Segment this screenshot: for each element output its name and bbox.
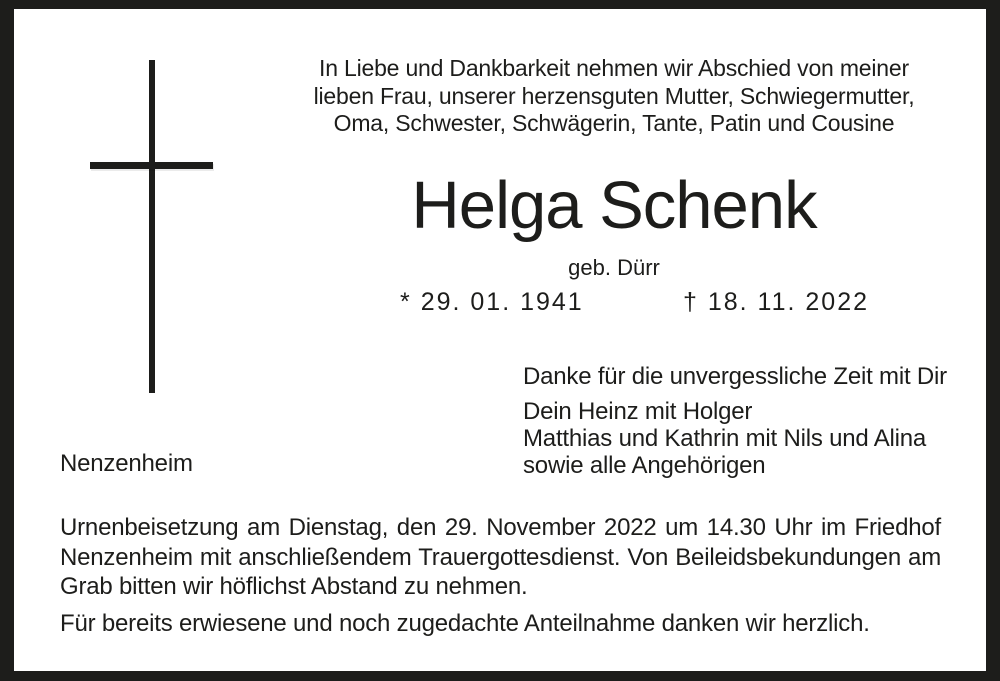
- mourner-line: sowie alle Angehörigen: [523, 452, 766, 479]
- cross-vertical-bar: [149, 60, 155, 393]
- mourner-line: Dein Heinz mit Holger: [523, 398, 753, 425]
- death-date-value: 18. 11. 2022: [707, 288, 870, 316]
- birth-date-value: 29. 01. 1941: [420, 288, 584, 316]
- death-cross-symbol: †: [683, 288, 699, 316]
- thanks-line: Danke für die unvergessliche Zeit mit Dir: [523, 363, 947, 390]
- notice-content: [14, 9, 986, 671]
- maiden-name: geb. Dürr: [568, 255, 660, 280]
- intro-line: Oma, Schwester, Schwägerin, Tante, Patin und Cousine: [333, 110, 895, 136]
- intro-line: In Liebe und Dankbarkeit nehmen wir Abschied von meiner: [319, 55, 909, 81]
- funeral-line: Grab bitten wir höflichst Abstand zu nehmen.: [60, 573, 528, 600]
- funeral-line: Nenzenheim mit anschließendem Trauergottesdienst. Von Beileidsbekundungen am: [60, 543, 941, 571]
- deceased-name: Helga Schenk: [411, 168, 817, 243]
- closing-line: Für bereits erwiesene und noch zugedachte Anteilnahme danken wir herzlich.: [60, 610, 870, 637]
- intro-line: lieben Frau, unserer herzensguten Mutter, Schwiegermutter,: [313, 82, 915, 109]
- mourner-line: Matthias und Kathrin mit Nils und Alina: [523, 425, 927, 452]
- cross-horizontal-bar: [90, 162, 213, 169]
- death-date: [683, 288, 869, 317]
- funeral-line: Urnenbeisetzung am Dienstag, den 29. November 2022 um 14.30 Uhr im Friedhof: [60, 514, 941, 541]
- intro-text: [290, 55, 938, 138]
- mourners-list: [523, 398, 926, 479]
- funeral-info: [60, 513, 941, 602]
- place-name: Nenzenheim: [60, 450, 193, 477]
- birth-date: [400, 288, 584, 317]
- birth-symbol: *: [400, 288, 412, 316]
